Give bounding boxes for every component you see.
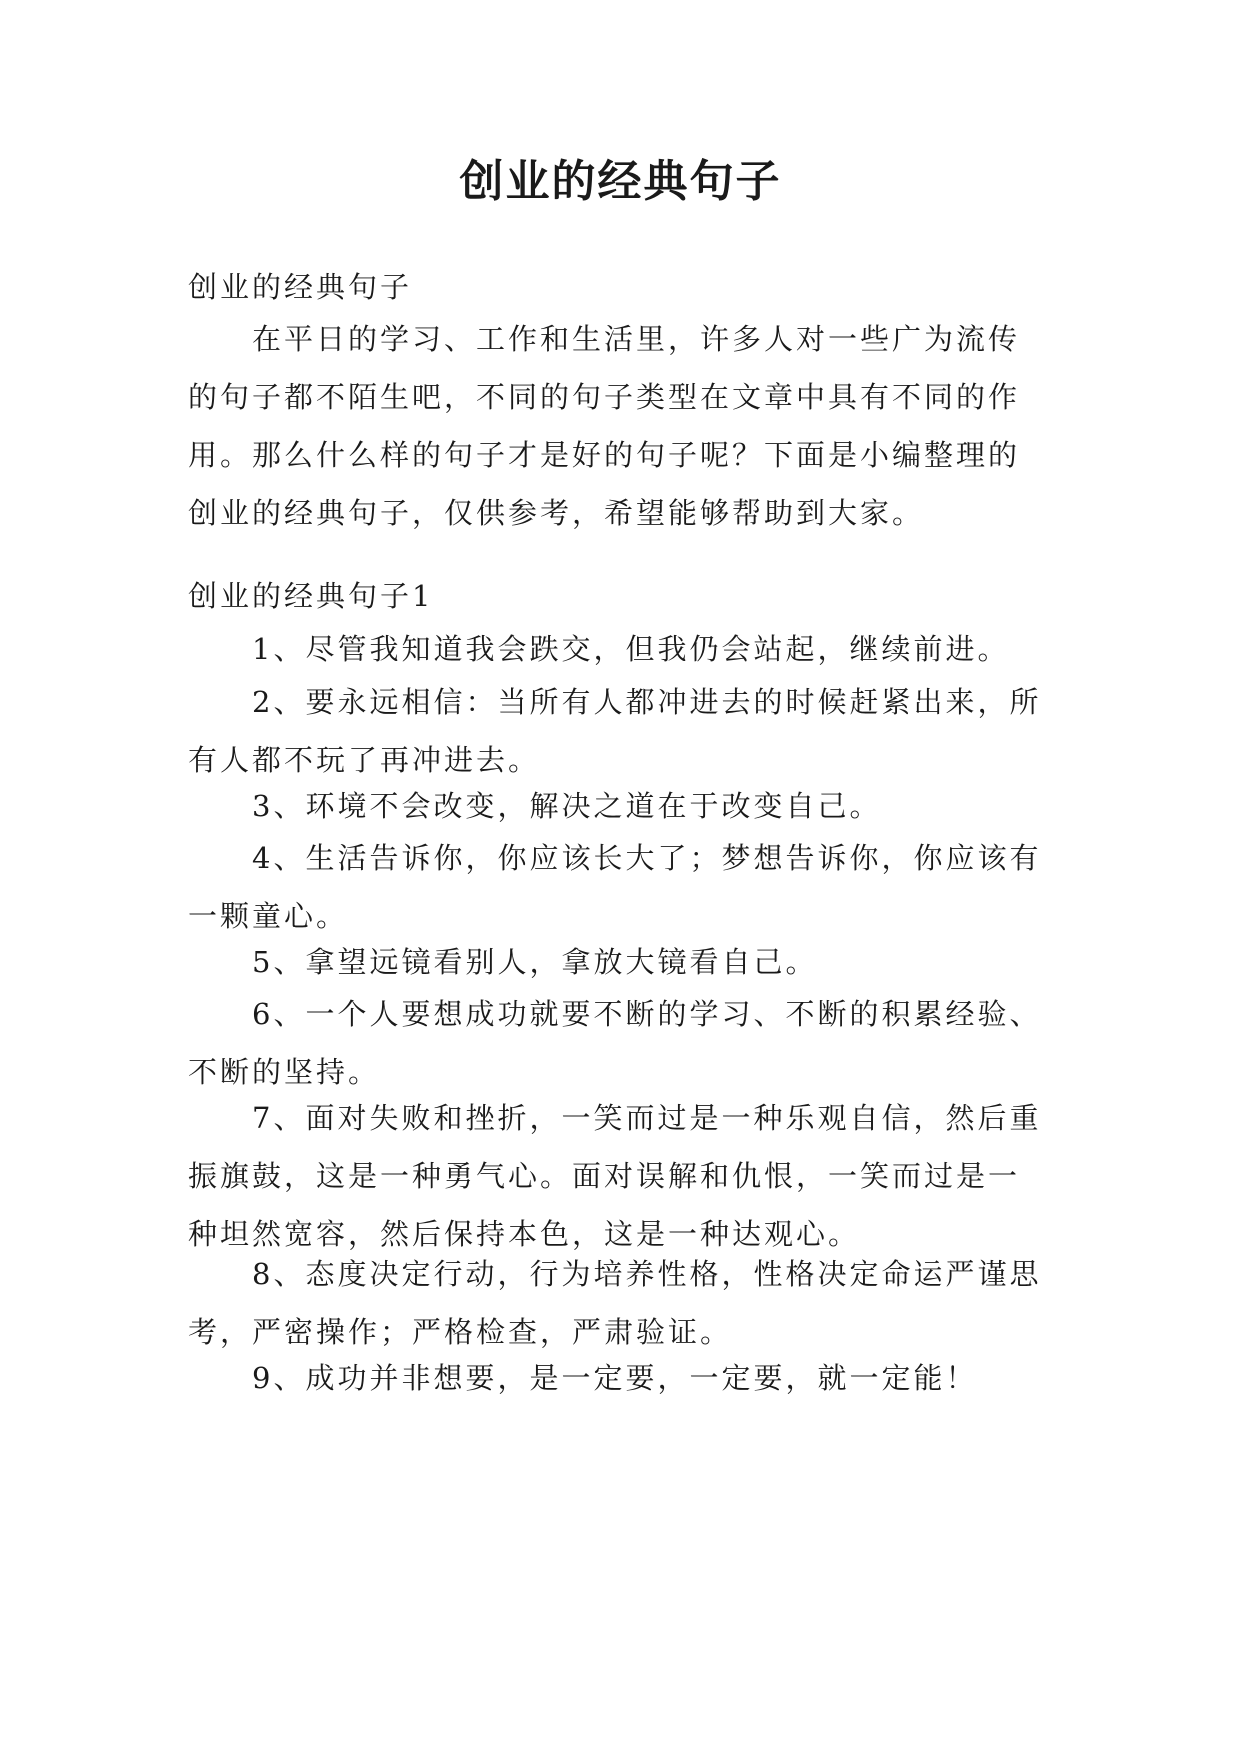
intro-paragraph: 在平日的学习、工作和生活里，许多人对一些广为流传的句子都不陌生吧，不同的句子类型在文章中具有不同的作用。那么什么样的句子才是好的句子呢？下面是小编整理的创业的经典句子，仅供参考，希望能够帮助到大家。: [188, 322, 1021, 530]
list-item: 2、要永远相信：当所有人都冲进去的时候赶紧出来，所有人都不玩了再冲进去。: [188, 685, 1042, 777]
document-title: 创业的经典句子: [459, 156, 782, 207]
list-item: 6、一个人要想成功就要不断的学习、不断的积累经验、不断的坚持。: [188, 997, 1042, 1089]
intro-heading: 创业的经典句子: [188, 270, 413, 304]
list-item: 9、成功并非想要，是一定要，一定要，就一定能！: [252, 1361, 978, 1395]
list-item: 5、拿望远镜看别人，拿放大镜看自己。: [252, 945, 818, 979]
list-item: 1、尽管我知道我会跌交，但我仍会站起，继续前进。: [252, 632, 1010, 666]
list-item: 8、态度决定行动，行为培养性格，性格决定命运严谨思考，严密操作；严格检查，严肃验证。: [188, 1257, 1042, 1349]
section-heading: 创业的经典句子1: [188, 579, 434, 613]
list-item: 7、面对失败和挫折，一笑而过是一种乐观自信，然后重振旗鼓，这是一种勇气心。面对误解和仇恨，一笑而过是一种坦然宽容，然后保持本色，这是一种达观心。: [188, 1101, 1042, 1251]
list-item: 3、环境不会改变，解决之道在于改变自己。: [252, 789, 882, 823]
list-item: 4、生活告诉你，你应该长大了；梦想告诉你，你应该有一颗童心。: [188, 841, 1042, 933]
